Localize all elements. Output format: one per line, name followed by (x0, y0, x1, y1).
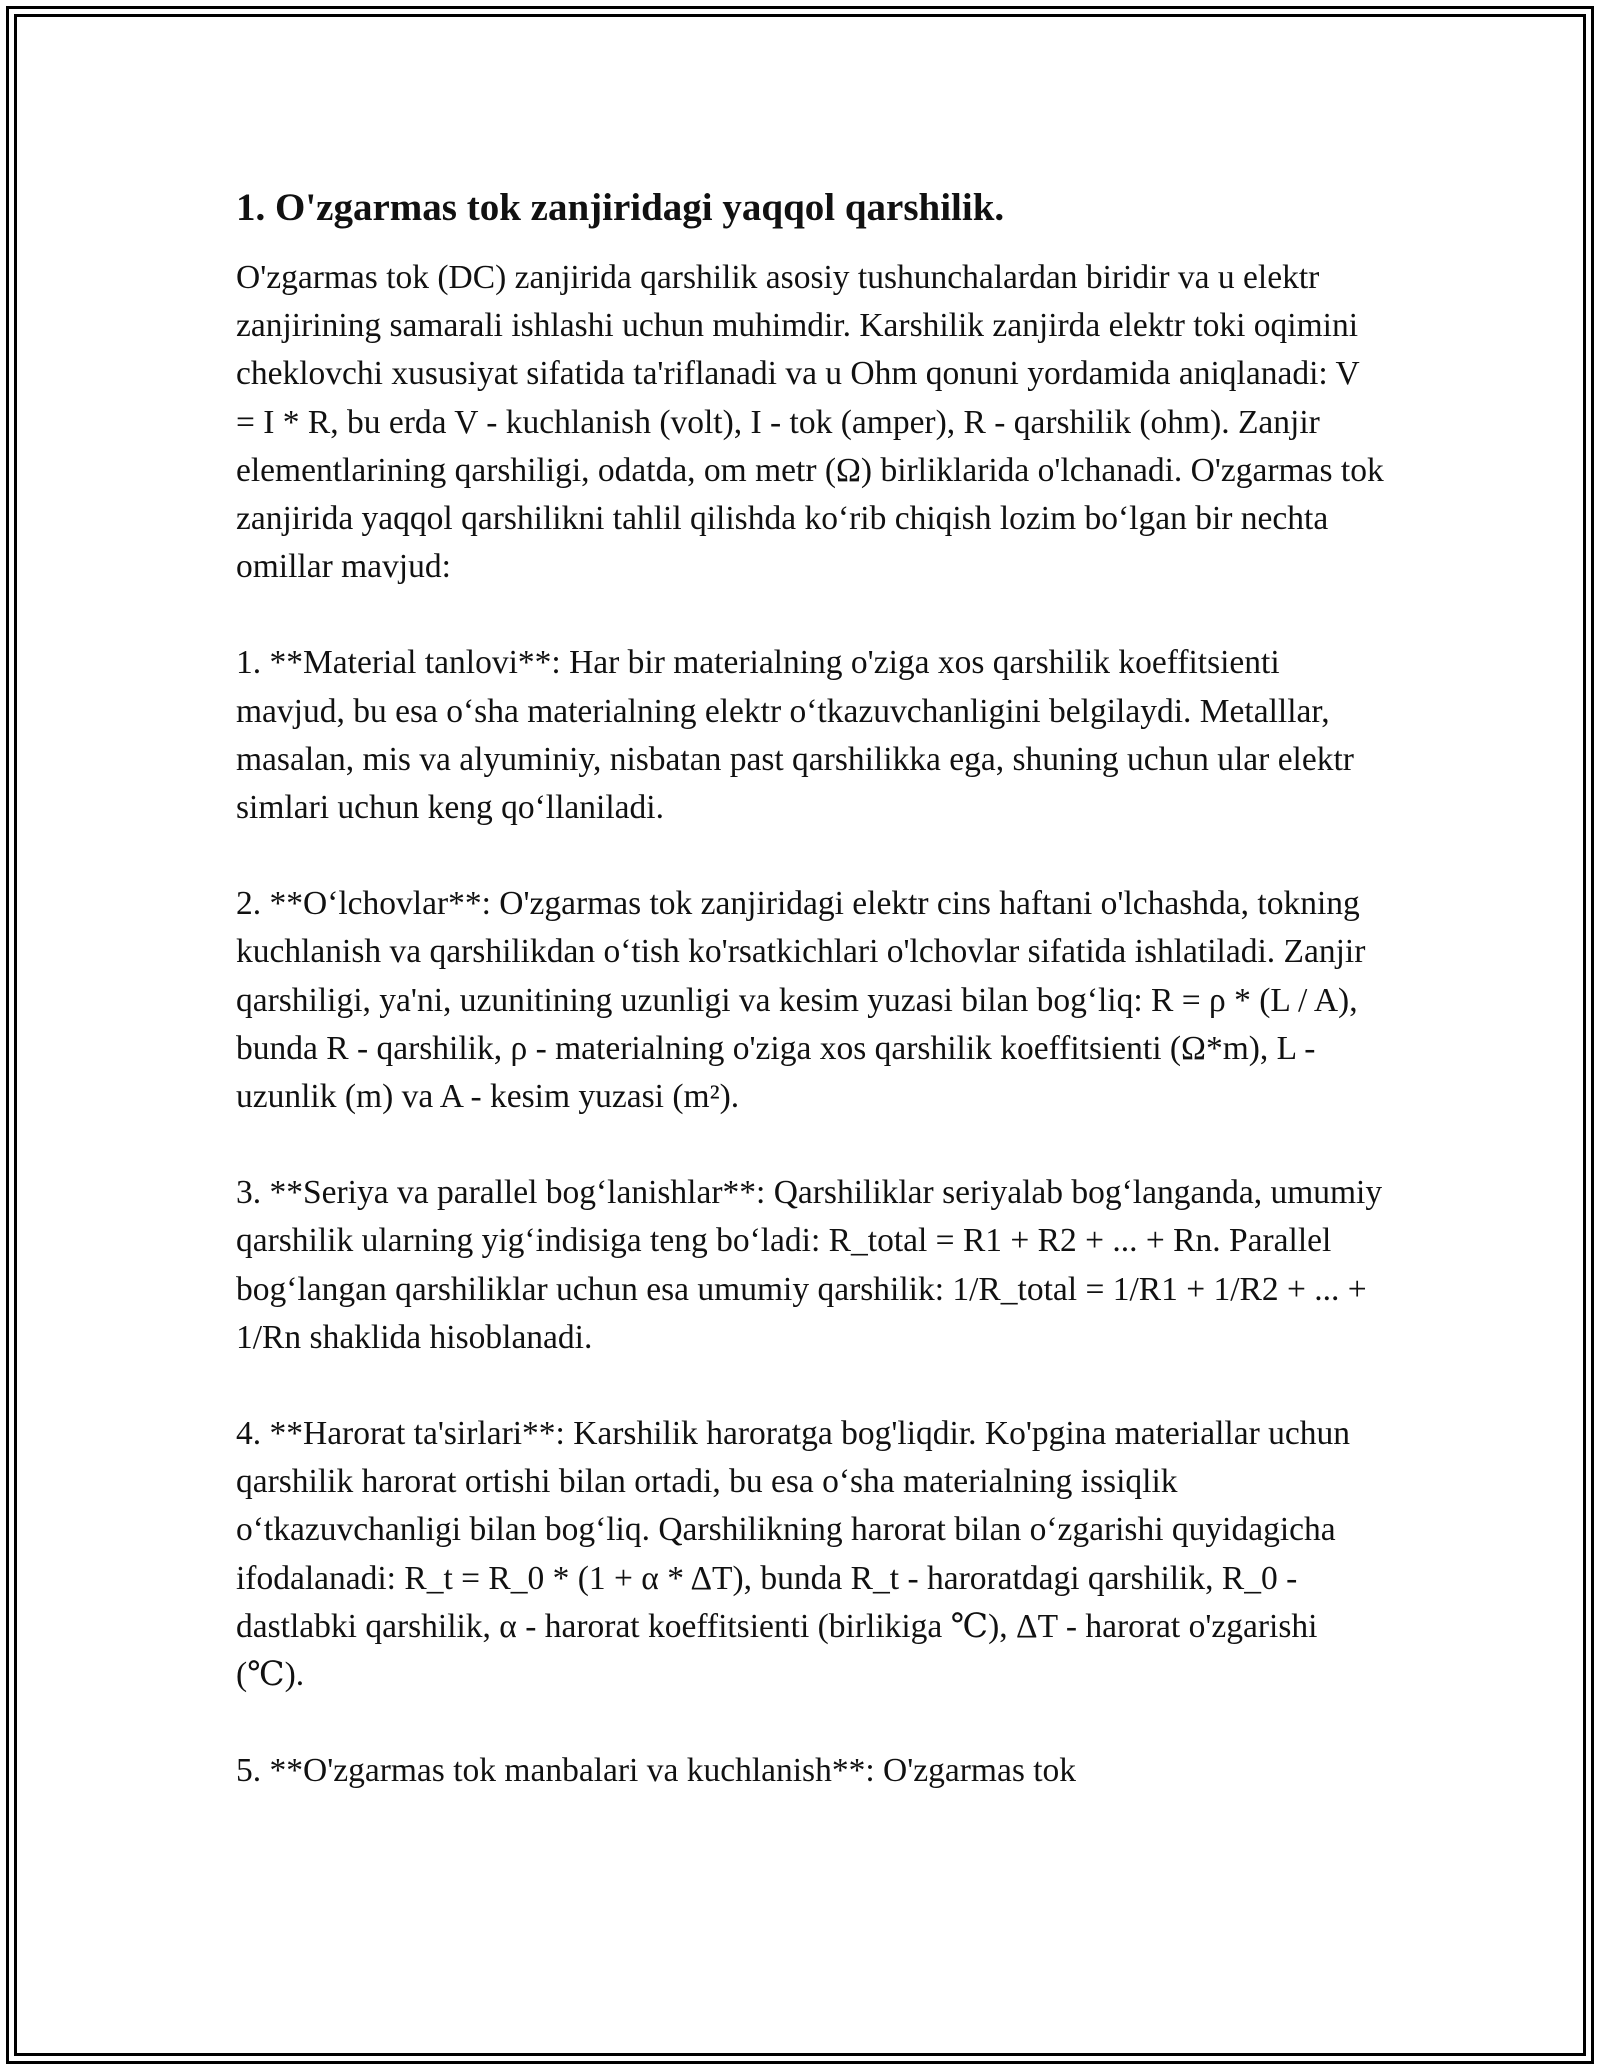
list-item-dc-sources: 5. **O'zgarmas tok manbalari va kuchlanish**: O'zgarmas tok (236, 1752, 1077, 1790)
list-item-measurements: 2. **O‘lchovlar**: O'zgarmas tok zanjiridagi elektr cins haftani o'lchashda, tokning kuchlanish va qarshilikdan o‘tish ko'rsatkichlari o'lchovlar sifatida ishlatiladi. Zanjir qarshiligi, ya'ni, uzunitining uzunligi va kesim yuzasi bilan bog‘liq: R = ρ * (L / A), bunda R - qarshilik, ρ - materialning o'ziga xos qarshilik koeffitsienti (Ω*m), L - uzunlik (m) va A - kesim yuzasi (m²). (236, 885, 1366, 1116)
list-item-material: 1. **Material tanlovi**: Har bir materialning o'ziga xos qarshilik koeffitsienti mavjud, bu esa o‘sha materialning elektr o‘tkazuvchanligini belgilaydi. Metalllar, masalan, mis va alyuminiy, nisbatan past qarshilikka ega, shuning uchun ular elektr simlari uchun keng qo‘llaniladi. (236, 644, 1354, 827)
list-item-series-parallel: 3. **Seriya va parallel bog‘lanishlar**: Qarshiliklar seriyalab bog‘langanda, umumiy qarshilik ularning yig‘indisiga teng bo‘ladi: R_total = R1 + R2 + ... + Rn. Parallel bog‘langan qarshiliklar uchun esa umumiy qarshilik: 1/R_total = 1/R1 + 1/R2 + ... + 1/Rn shaklida hisoblanadi. (236, 1174, 1383, 1356)
list-item-temperature: 4. **Harorat ta'sirlari**: Karshilik haroratga bog'liqdir. Ko'pgina materiallar uchun qarshilik harorat ortishi bilan ortadi, bu esa o‘sha materialning issiqlik o‘tkazuvchanligi bilan bog‘liq. Qarshilikning harorat bilan o‘zgarishi quyidagicha ifodalanadi: R_t = R_0 * (1 + α * ΔT), bunda R_t - haroratdagi qarshilik, R_0 - dastlabki qarshilik, α - harorat koeffitsienti (birlikiga ℃), ΔT - harorat o'zgarishi (℃). (236, 1415, 1350, 1694)
document-body (236, 184, 1386, 1843)
document-title: 1. O'zgarmas tok zanjiridagi yaqqol qarshilik. (236, 186, 1005, 229)
intro-paragraph: O'zgarmas tok (DC) zanjirida qarshilik asosiy tushunchalardan biridir va u elektr zanjirining samarali ishlashi uchun muhimdir. Karshilik zanjirda elektr toki oqimini cheklovchi xususiyat sifatida ta'riflanadi va u Ohm qonuni yordamida aniqlanadi: V = I * R, bu erda V - kuchlanish (volt), I - tok (amper), R - qarshilik (ohm). Zanjir elementlarining qarshiligi, odatda, om metr (Ω) birliklarida o'lchanadi. O'zgarmas tok zanjirida yaqqol qarshilikni tahlil qilishda ko‘rib chiqish lozim bo‘lgan bir nechta omillar mavjud: (236, 259, 1384, 586)
